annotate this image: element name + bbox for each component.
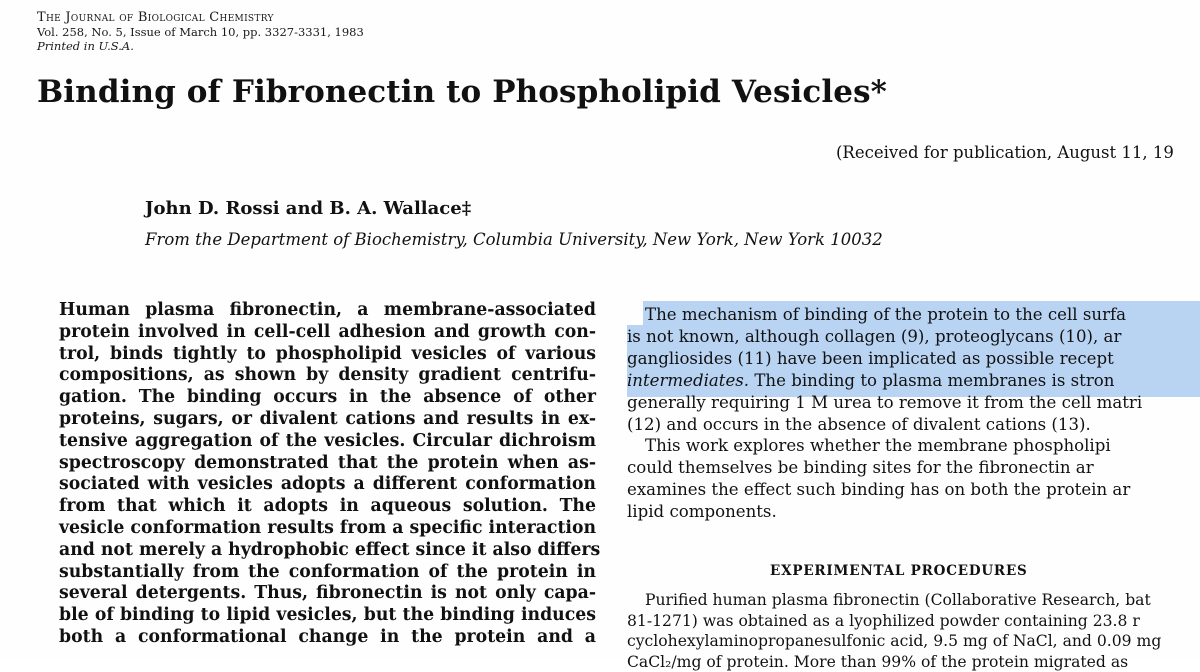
affiliation: From the Department of Biochemistry, Columbia University, New York, New York 10032 (145, 230, 883, 249)
abstract-line: compositions, as shown by density gradient centrifu- (59, 365, 596, 387)
intro-line: (12) and occurs in the absence of divalent cations (13). (627, 414, 1200, 436)
intro-line: generally requiring 1 M urea to remove it from the cell matri (627, 392, 1200, 414)
printed-line: Printed in U.S.A. (37, 39, 364, 53)
abstract-line: and not merely a hydrophobic effect since it also differs (59, 540, 596, 562)
section-heading: EXPERIMENTAL PROCEDURES (770, 563, 1028, 579)
abstract-line: Human plasma fibronectin, a membrane-associated (59, 300, 596, 322)
abstract-line: proteins, sugars, or divalent cations and results in ex- (59, 409, 596, 431)
introduction-text[interactable] (627, 304, 1200, 523)
abstract-line: both a conformational change in the protein and a (59, 627, 596, 649)
intro-italic-term: intermediates. (627, 371, 749, 390)
intro-line: The mechanism of binding of the protein to the cell surfa (627, 304, 1200, 326)
abstract-line: sociated with vesicles adopts a different conformation (59, 474, 596, 496)
abstract-line: protein involved in cell-cell adhesion and growth con- (59, 322, 596, 344)
intro-line: examines the effect such binding has on both the protein ar (627, 479, 1200, 501)
journal-masthead (37, 11, 364, 53)
abstract-line: from that which it adopts in aqueous solution. The (59, 496, 596, 518)
abstract-line: vesicle conformation results from a specific interaction (59, 518, 596, 540)
intro-line: could themselves be binding sites for the fibronectin ar (627, 457, 1200, 479)
experimental-line: CaCl₂/mg of protein. More than 99% of the protein migrated as (627, 652, 1200, 672)
intro-line-rest: The binding to plasma membranes is stron (749, 371, 1114, 390)
abstract-line: gation. The binding occurs in the absence of other (59, 387, 596, 409)
article-title: Binding of Fibronectin to Phospholipid Vesicles* (37, 74, 887, 110)
journal-name: The Journal of Biological Chemistry (37, 11, 364, 25)
abstract-line: spectroscopy demonstrated that the protein when as- (59, 453, 596, 475)
experimental-line: cyclohexylaminopropanesulfonic acid, 9.5 mg of NaCl, and 0.09 mg (627, 631, 1200, 652)
experimental-line: Purified human plasma fibronectin (Collaborative Research, bat (627, 590, 1200, 611)
authors: John D. Rossi and B. A. Wallace‡ (145, 198, 471, 219)
issue-line: Vol. 258, No. 5, Issue of March 10, pp. 3327-3331, 1983 (37, 25, 364, 39)
abstract-line: trol, binds tightly to phospholipid vesicles of various (59, 344, 596, 366)
received-date: (Received for publication, August 11, 19 (836, 143, 1174, 162)
abstract-line: substantially from the conformation of the protein in (59, 562, 596, 584)
abstract-line: ble of binding to lipid vesicles, but the binding induces (59, 605, 596, 627)
abstract-line: tensive aggregation of the vesicles. Circular dichroism (59, 431, 596, 453)
intro-line (627, 370, 1200, 392)
intro-line: lipid components. (627, 501, 1200, 523)
intro-line: gangliosides (11) have been implicated as possible recept (627, 348, 1200, 370)
experimental-text[interactable] (627, 590, 1200, 672)
abstract-line: several detergents. Thus, fibronectin is not only capa- (59, 583, 596, 605)
intro-line: This work explores whether the membrane phospholipi (627, 435, 1200, 457)
experimental-line: 81-1271) was obtained as a lyophilized powder containing 23.8 r (627, 611, 1200, 632)
abstract[interactable] (59, 300, 596, 649)
intro-line: is not known, although collagen (9), proteoglycans (10), ar (627, 326, 1200, 348)
